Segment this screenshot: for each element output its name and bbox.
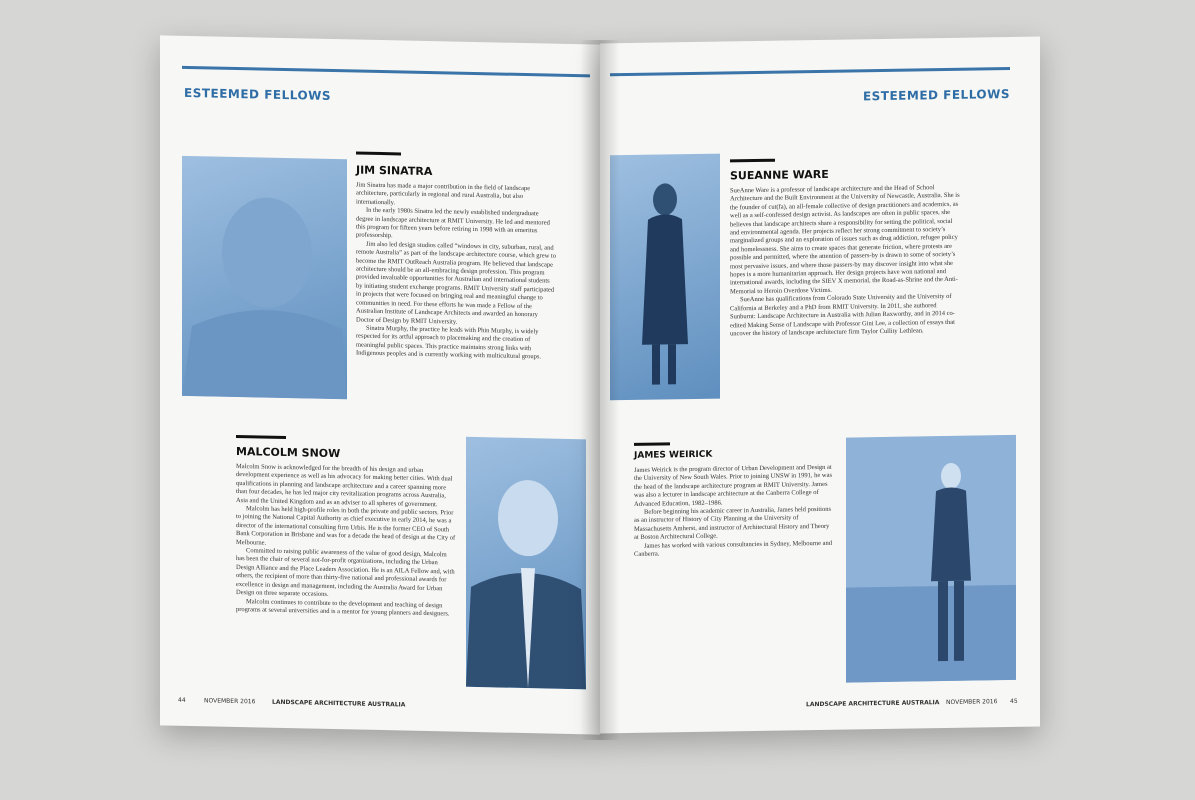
name-rule (356, 151, 401, 155)
footer-magazine: LANDSCAPE ARCHITECTURE AUSTRALIA (806, 699, 940, 709)
bio-paragraph: SueAnne has qualifications from Colorado State University and the University of California at Berkeley and a PhD from RMIT University. In 2011, she authored Sunburnt: Landscape Architecture in Australia with Julian Raxworthy, and in 2014 co-edited Making Sense of Landscape with Professor Gini Lee, a collection of essays that uncover the history of landscape architecture firm Taylor Cullity Lethlean. (730, 293, 955, 338)
sueanne-ware-photo (610, 154, 720, 401)
page-number: 45 (1010, 697, 1018, 706)
bio-paragraph: In the early 1980s Sinatra led the newly established undergraduate degree in landscape architecture at RMIT University. He led and mentored this program for fifteen years before retiring in 1998 with an emeritus professorship. (356, 206, 550, 240)
sueanne-ware-bio (730, 184, 960, 339)
malcolm-snow-photo (466, 437, 586, 690)
portrait-icon (182, 156, 347, 399)
page-number: 44 (178, 696, 186, 704)
top-rule (182, 66, 590, 78)
bio-paragraph: Jim also led design studios called “windows in city, suburban, rural, and remote Australia” as part of the landscape architecture course, which grew to become the RMIT OutReach Australia program. He believed that landscape architecture should be an all-embracing design profession. This program provided invaluable opportunities for Australian and international students by initiating student exchange programs. RMIT University staff participated in projects that were focused on bringing real and meaningful change to communities in need. For these efforts he was made a Fellow of the Australian Institute of Landscape Architects and awarded an honorary Doctor of Design by RMIT University. (356, 240, 556, 326)
malcolm-snow-name: MALCOLM SNOW (236, 444, 341, 461)
footer-date: NOVEMBER 2016 (946, 698, 998, 707)
bio-paragraph: Committed to raising public awareness of the value of good design, Malcolm has been the chair of several not-for-profit organizations, including the Urban Design Alliance and the Place Leaders Association. He is an AILA Fellow and, with others, the recipient of more than thirty-five national and professional awards for excellence in design and management, including the Australia Award for Urban Design on three separate occasions. (236, 547, 455, 599)
bio-paragraph: James has worked with various consultancies in Sydney, Melbourne and Canberra. (634, 539, 833, 558)
bio-paragraph: Jim Sinatra has made a major contribution in the field of landscape architecture, particularly in regional and rural Australia, but also internationally. (356, 181, 531, 207)
jim-sinatra-bio (356, 181, 556, 362)
malcolm-snow-bio (236, 463, 456, 619)
jim-sinatra-photo (182, 156, 347, 399)
bio-paragraph: Malcolm Snow is acknowledged for the breadth of his design and urban development experience as well as his advocacy for making better cities. With dual qualifications in planning and landscape architecture and a career spanning more than four decades, he has led major city revitalization programs across Australia, Asia and the United Kingdom and as an adviser to all spheres of government. (236, 462, 453, 508)
footer-date: NOVEMBER 2016 (204, 697, 256, 706)
name-rule (730, 159, 775, 163)
james-weirick-photo (846, 435, 1016, 683)
bio-paragraph: SueAnne Ware is a professor of landscape architecture and the Head of School Architecture and the Built Environment at the University of Newcastle, Australia. She is the founder of cut(fa), an all-female collective of design practitioners and academics, as well as a self-confessed design activist. As landscapes are often in public spaces, she believes that landscape architects share a responsibility for setting the political, social and environmental agenda. Her projects reflect her strong commitment to society’s marginalized groups and an exploration of issues such as drug addiction, refugee policy and homelessness. She aims to create spaces that generate friction, where protests are possible and permitted, where the attention of passers-by is drawn to some of society’s most pervasive issues, and where those passers-by may discover insight into what she hopes is a more humanitarian approach. Her design projects have won national and international awards, including the SIEV X memorial, the Road-as-Shrine and the Anti-Memorial to Heroin Overdose Victims. (730, 184, 960, 296)
name-rule (634, 442, 670, 446)
bio-paragraph: Before beginning his academic career in Australia, James held positions as an instructor of History of City Planning at the University of Massachusetts Amherst, and instructor of Architectural History and Theory at Boston Architectural College. (634, 505, 831, 542)
portrait-icon (466, 437, 586, 690)
portrait-icon (610, 154, 720, 401)
section-title: ESTEEMED FELLOWS (184, 85, 332, 103)
right-page (600, 37, 1040, 734)
bio-paragraph: James Weirick is the program director of Urban Development and Design at the University of New South Wales. Prior to joining UNSW in 1991, he was the head of the landscape architecture program at RMIT University. James was also a lecturer in landscape architecture at the Canberra College of Advanced Education, 1982–1986. (634, 463, 833, 508)
james-weirick-name: JAMES WEIRICK (634, 449, 713, 461)
top-rule (610, 67, 1010, 76)
section-title: ESTEEMED FELLOWS (862, 87, 1010, 104)
left-page (160, 35, 600, 734)
portrait-icon (846, 435, 1016, 683)
sueanne-ware-name: SUEANNE WARE (730, 167, 829, 183)
jim-sinatra-name: JIM SINATRA (356, 163, 433, 179)
footer-magazine: LANDSCAPE ARCHITECTURE AUSTRALIA (272, 698, 406, 709)
bio-paragraph: Sinatra Murphy, the practice he leads with Phin Murphy, is widely respected for its artful approach to placemaking and the creation of meaningful public spaces. This practice maintains strong links with Indigenous peoples and is currently working with multicultural groups. (356, 324, 542, 361)
bio-paragraph: Malcolm has held high-profile roles in both the private and public sectors. Prior to joining the National Capital Authority as chief executive in early 2014, he was a director of the international consulting firm Urbis. He is the former CEO of South Bank Corporation in Brisbane and was for a decade the head of design at the City of Melbourne. (236, 505, 456, 547)
name-rule (236, 435, 286, 439)
bio-paragraph: Malcolm continues to contribute to the development and teaching of design programs at several universities and is a mentor for young planners and designers. (236, 597, 450, 618)
james-weirick-bio (634, 464, 834, 560)
